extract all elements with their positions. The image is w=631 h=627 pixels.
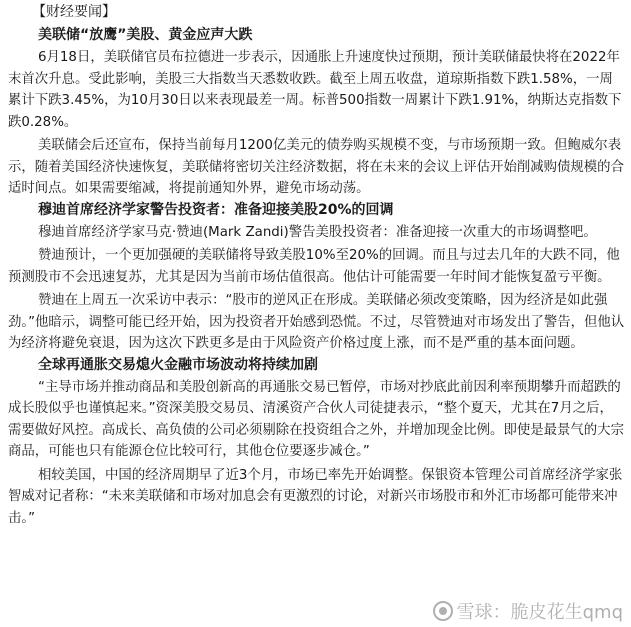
article-heading-fed: 美联储“放鹰”美股、黄金应声大跌	[38, 27, 253, 43]
watermark	[433, 598, 623, 624]
paragraph: 赞迪在上周五一次采访中表示：“股市的逆风正在形成。美联储必须改变策略，因为经济是如此强劲。”他暗示，调整可能已经开始，因为投资者开始感到恐慌。不过，尽管赞迪对市场发出了警告，但他认为经济将避免衰退，因为这次下跌更多是由于风险资产价格过度上涨，而不是严重的基本面问题。	[8, 293, 625, 351]
paragraph: 美联储会后还宣布，保持当前每月1200亿美元的债券购买规模不变，与市场预期一致。但鲍威尔表示，随着美国经济快速恢复，美联储将密切关注经济数据，将在未来的会议上评估开始削减购债规模的合适时间点。如果需要缩减，将提前通知外界，避免市场动荡。	[8, 138, 624, 196]
paragraph: 穆迪首席经济学家马克·赞迪(Mark Zandi)警告美股投资者：准备迎接一次重大的市场调整吧。	[38, 224, 597, 240]
paragraph: 相较美国，中国的经济周期早了近3个月，市场已率先开始调整。保银资本管理公司首席经济学家张智威对记者称：“未来美联储和市场对加息会有更激烈的讨论，对新兴市场股市和外汇市场都可能带来冲击。”	[8, 467, 623, 526]
snowball-logo-icon	[433, 601, 453, 621]
article-heading-reflation: 全球再通胀交易熄火金融市场波动将持续加剧	[38, 356, 318, 373]
paragraph: “主导市场并推动商品和美股创新高的再通胀交易已暂停，市场对抄底此前因利率预期攀升而超跌的成长股似乎也谨慎起来。”资深美股交易员、清溪资产合伙人司徒捷表示，“整个夏天，尤其在7月之后，需要做好风控。高成长、高负债的公司必须剔除在投资组合之外，并增加现金比例。即使是最景气的大宗商品，可能也只有能源仓位比较可行，其他仓位要逐步减仓。”	[8, 379, 624, 459]
paragraph: 6月18日，美联储官员布拉德进一步表示，因通胀上升速度快过预期，预计美联储最快将在2022年末首次升息。受此影响，美股三大指数当天悉数收跌。截至上周五收盘，道琼斯指数下跌1.58%，一周累计下跌3.45%，为10月30日以来表现最差一周。标普500指数一周累计下跌1.91%，纳斯达克指数下跌0.28%。	[8, 50, 622, 130]
watermark-text: 雪球：脆皮花生qmq	[456, 602, 623, 623]
section-label: 【财经要闻】	[32, 4, 116, 20]
article-heading-moodys: 穆迪首席经济学家警告投资者：准备迎接美股20%的回调	[38, 201, 394, 218]
paragraph: 赞迪预计，一个更加强硬的美联储将导致美股10%至20%的回调。而且与过去几年的大跌不同，他预测股市不会迅速复苏，尤其是因为当前市场估值很高。他估计可能需要一年时间才能恢复盈亏平衡。	[8, 248, 620, 285]
